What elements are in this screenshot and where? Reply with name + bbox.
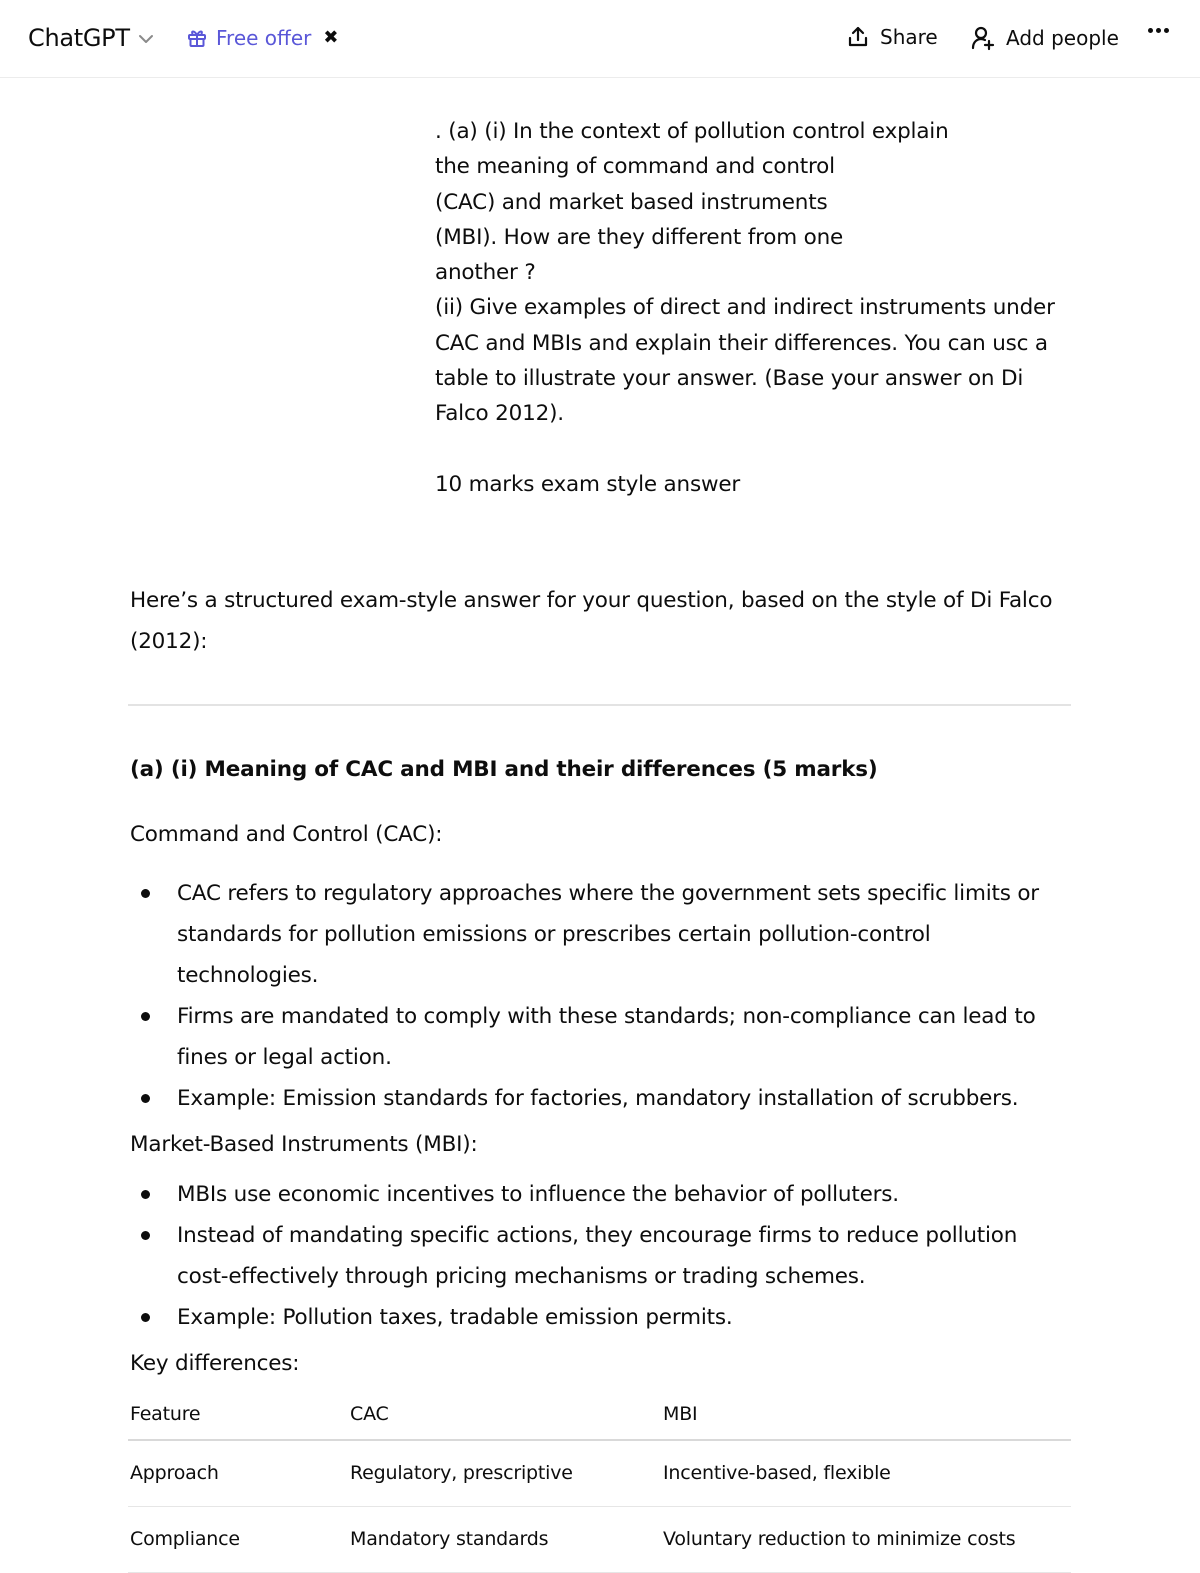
table-cell: Regulatory, prescriptive: [348, 1440, 661, 1506]
model-selector[interactable]: [28, 24, 156, 52]
mbi-list: [130, 1174, 1075, 1338]
answer-intro: Here’s a structured exam-style answer for your question, based on the style of Di Falco (2012):: [130, 588, 1053, 654]
top-bar: [0, 0, 1200, 78]
column-header: MBI: [661, 1400, 1071, 1440]
table-row: [128, 1440, 1071, 1506]
assistant-message: [130, 580, 1075, 1573]
table-cell: Compliance: [128, 1506, 348, 1572]
key-differences-heading: Key differences:: [130, 1351, 300, 1376]
chevron-down-icon: [136, 29, 156, 49]
list-item: Example: Emission standards for factories, mandatory installation of scrubbers.: [130, 1078, 1075, 1119]
add-person-icon: [970, 25, 996, 51]
free-offer-button[interactable]: [186, 26, 338, 50]
column-header: CAC: [348, 1400, 661, 1440]
free-offer-label: Free offer: [216, 26, 312, 50]
list-item: Example: Pollution taxes, tradable emission permits.: [130, 1297, 1075, 1338]
cac-list: [130, 873, 1075, 1119]
add-people-button[interactable]: [970, 25, 1119, 51]
gift-icon: [186, 27, 208, 49]
table-cell: Incentive-based, flexible: [661, 1440, 1071, 1506]
add-people-label: Add people: [1006, 26, 1119, 50]
share-label: Share: [880, 25, 938, 49]
column-header: Feature: [128, 1400, 348, 1440]
differences-table: [128, 1400, 1071, 1573]
divider: [128, 704, 1071, 706]
cac-heading: Command and Control (CAC):: [130, 822, 443, 847]
table-cell: Voluntary reduction to minimize costs: [661, 1506, 1071, 1572]
mbi-heading: Market-Based Instruments (MBI):: [130, 1132, 478, 1157]
table-row: [128, 1506, 1071, 1572]
list-item: CAC refers to regulatory approaches where the government sets specific limits or standards for pollution emissions or prescribes certain pollution-control technologies.: [130, 873, 1075, 996]
section-heading: (a) (i) Meaning of CAC and MBI and their differences (5 marks): [130, 757, 878, 782]
user-message: . (a) (i) In the context of pollution control explain the meaning of command and control (CAC) and market based instruments (MBI). How are they different from one another ? (ii) Give examples of direct and indirect instruments under CAC and MBIs and explain their differences. You can usc a table to illustrate your answer. (Base your answer on Di Falco 2012). 10 marks exam style answer: [435, 119, 1055, 497]
list-item: Firms are mandated to comply with these standards; non-compliance can lead to fines or legal action.: [130, 996, 1075, 1078]
share-icon: [846, 25, 870, 49]
table-header-row: [128, 1400, 1071, 1440]
share-button[interactable]: [846, 25, 938, 49]
close-icon[interactable]: ✖: [323, 27, 339, 48]
model-name: ChatGPT: [28, 24, 130, 52]
table-cell: Mandatory standards: [348, 1506, 661, 1572]
list-item: Instead of mandating specific actions, they encourage firms to reduce pollution cost-effectively through pricing mechanisms or trading schemes.: [130, 1215, 1075, 1297]
table-cell: Approach: [128, 1440, 348, 1506]
more-options-icon[interactable]: [1148, 28, 1169, 33]
list-item: MBIs use economic incentives to influence the behavior of polluters.: [130, 1174, 1075, 1215]
